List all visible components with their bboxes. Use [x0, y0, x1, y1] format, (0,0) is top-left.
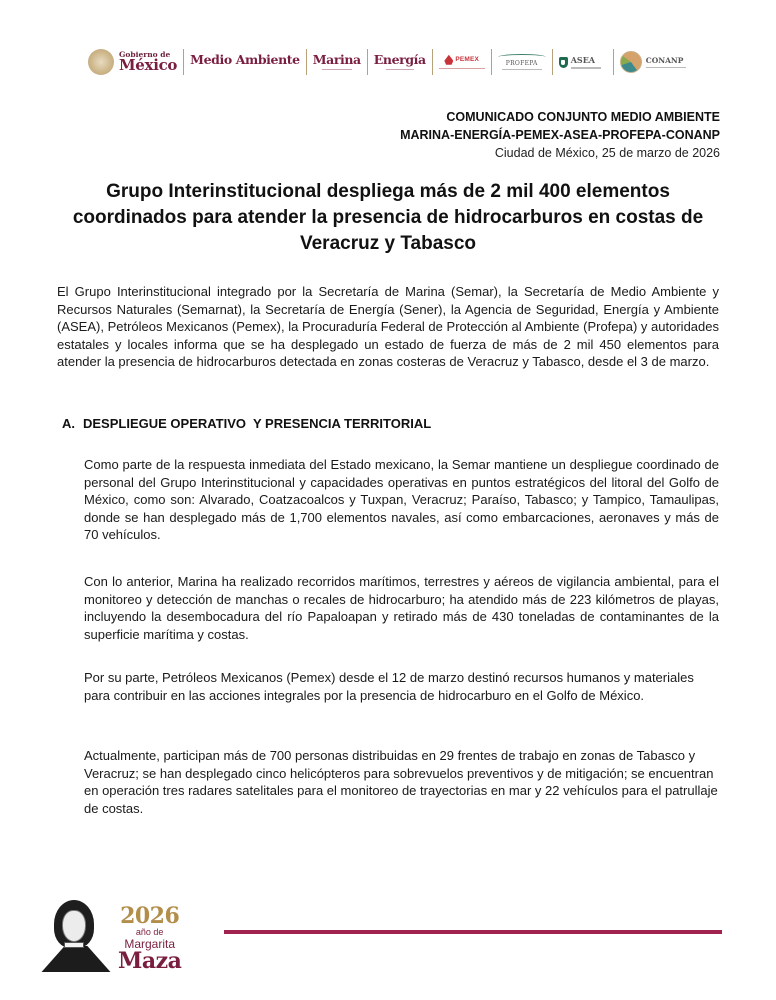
logo-divider [183, 49, 184, 75]
footer-first-name: Margarita [124, 937, 176, 951]
section-letter: A. [62, 416, 75, 431]
profepa-subtitle [502, 69, 542, 71]
logo-divider [613, 49, 614, 75]
footer-year: 2026 [120, 903, 180, 929]
logo-divider [552, 49, 553, 75]
section-paragraph: Actualmente, participan más de 700 personas distribuidas en 29 frentes de trabajo en zonas de Tabasco y Veracruz; se han desplegado cinco helicópteros para sobrevuelos preventivos y de mitigación; se encuentran en operación tres radares satelitales para el monitoreo de trayectorias en mar y 22 vehículos para el patrullaje de costas. [84, 748, 718, 816]
asea-label: ASEA [570, 55, 596, 66]
national-seal-icon [88, 49, 114, 75]
pemex-label: PEMEX [455, 56, 480, 64]
section-title: DESPLIEGUE OPERATIVO Y PRESENCIA TERRITORIAL [83, 416, 432, 431]
logo-divider [491, 49, 492, 75]
profepa-label: PROFEPA [505, 59, 538, 67]
footer-divider [224, 930, 722, 934]
section-paragraph: Con lo anterior, Marina ha realizado recorridos marítimos, terrestres y aéreos de vigilancia ambiental, para el monitoreo y detección de manchas o recales de hidrocarburo; ha atendido más de 223 kilómetros de playas, incluyendo la desembocadura del río Papaloapan y retirado más de 430 toneladas de contaminantes de la superficie marítima y costas. [84, 574, 719, 642]
gobierno-de-label: Gobierno de [119, 49, 171, 59]
asea-logo [559, 55, 601, 69]
marina-logo [313, 54, 361, 70]
pemex-subtitle [439, 68, 485, 70]
pemex-logo [439, 55, 485, 70]
release-type-line2: MARINA-ENERGÍA-PEMEX-ASEA-PROFEPA-CONANP [400, 128, 720, 142]
pemex-flame-icon [444, 55, 453, 65]
marina-subtitle [322, 69, 352, 71]
asea-subtitle [571, 67, 601, 69]
header-logo-bar [88, 44, 728, 80]
section-a-heading [62, 416, 431, 431]
gobierno-de-mexico-logo [88, 49, 177, 75]
section-paragraph: Por su parte, Petróleos Mexicanos (Pemex) desde el 12 de marzo destinó recursos humanos y materiales para contribuir en las acciones integrales por la presencia de hidrocarburo en el Golfo de México. [84, 670, 694, 703]
footer-last-name: Maza [118, 948, 182, 974]
logo-divider [432, 49, 433, 75]
conanp-label: CONANP [645, 55, 684, 65]
mexico-label: México [119, 56, 178, 75]
logo-divider [367, 49, 368, 75]
document-title: Grupo Interinstitucional despliega más de 2 mil 400 elementos coordinados para atender la presencia de hidrocarburos en costas de Veracruz y Tabasco [72, 181, 704, 254]
section-paragraph: Como parte de la respuesta inmediata del Estado mexicano, la Semar mantiene un despliegue coordinado de personal del Grupo Interinstitucional y capacidades operativas en puntos estratégicos del litoral del Golfo de México, como son: Alvarado, Coatzacoalcos y Tuxpan, Veracruz; Paraíso, Tabasco; y Tampico, Tamaulipas, donde se han desplegado más de 1,700 elementos navales, así como embarcaciones, aeronaves y más de 70 vehículos. [84, 457, 719, 543]
energia-label: Energía [373, 52, 426, 67]
conanp-subtitle [646, 67, 686, 69]
logo-divider [306, 49, 307, 75]
asea-shield-icon [559, 57, 568, 68]
medio-ambiente-label: Medio Ambiente [190, 52, 300, 67]
medio-ambiente-logo [190, 54, 300, 70]
marina-label: Marina [312, 52, 361, 67]
press-release-header [400, 108, 720, 162]
release-date: Ciudad de México, 25 de marzo de 2026 [494, 146, 720, 160]
margarita-maza-year-logo [36, 898, 181, 972]
margarita-maza-portrait-icon [36, 898, 116, 972]
conanp-logo [620, 51, 686, 73]
energia-subtitle [386, 69, 414, 71]
intro-paragraph: El Grupo Interinstitucional integrado por la Secretaría de Marina (Semar), la Secretaría de Medio Ambiente y Recursos Naturales (Semarnat), la Secretaría de Energía (Sener), la Agencia de Seguridad, Energía y Ambiente (ASEA), Petróleos Mexicanos (Pemex), la Procuraduría Federal de Protección al Ambiente (Profepa) y autoridades estatales y locales informa que se ha desplegado un estado de fuerza de más de 2 mil 450 elementos para atender la presencia de hidrocarburos detectada en zonas costeras de Veracruz y Tabasco, desde el 3 de marzo. [57, 284, 719, 370]
footer-ano-de: año de [135, 927, 164, 937]
energia-logo [374, 54, 426, 70]
conanp-emblem-icon [620, 51, 642, 73]
release-type-line1: COMUNICADO CONJUNTO MEDIO AMBIENTE [446, 110, 720, 124]
profepa-logo [498, 54, 546, 71]
